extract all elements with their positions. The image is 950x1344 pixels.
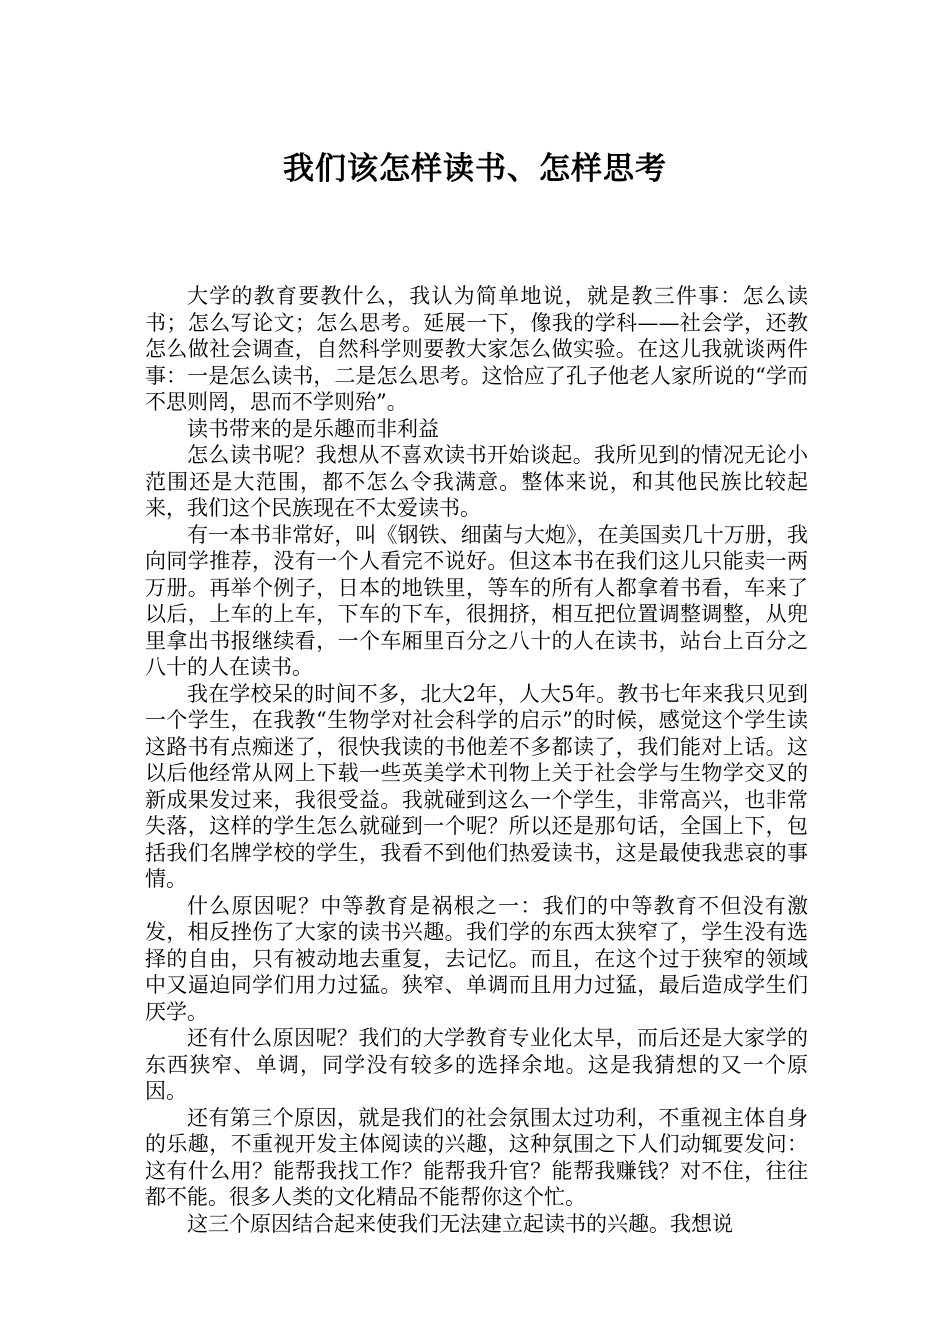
paragraph-5: 什么原因呢？中等教育是祸根之一：我们的中等教育不但没有激发，相反挫伤了大家的读书兴趣。我们学的东西太狭窄了，学生没有选择的自由，只有被动地去重复，去记忆。而且，在这个过于狭窄的领域中又逼迫同学们用力过猛。狭窄、单调而且用力过猛，最后造成学生们厌学。 bbox=[145, 893, 808, 1024]
section-heading: 读书带来的是乐趣而非利益 bbox=[187, 416, 439, 441]
paragraph-2: 怎么读书呢？我想从不喜欢读书开始谈起。我所见到的情况无论小范围还是大范围，都不怎么令我满意。整体来说，和其他民族比较起来，我们这个民族现在不太爱读书。 bbox=[145, 443, 808, 520]
document-body bbox=[145, 283, 808, 1237]
paragraph-8: 这三个原因结合起来使我们无法建立起读书的兴趣。我想说 bbox=[187, 1211, 733, 1236]
paragraph-1: 大学的教育要教什么，我认为简单地说，就是教三件事：怎么读书；怎么写论文；怎么思考。延展一下，像我的学科——社会学，还教怎么做社会调查，自然科学则要教大家怎么做实验。在这儿我就谈两件事：一是怎么读书，二是怎么思考。这恰应了孔子他老人家所说的“学而不思则罔，思而不学则殆”。 bbox=[145, 284, 808, 414]
paragraph-6: 还有什么原因呢？我们的大学教育专业化太早，而后还是大家学的东西狭窄、单调，同学没有较多的选择余地。这是我猜想的又一个原因。 bbox=[145, 1026, 808, 1103]
paragraph-4: 我在学校呆的时间不多，北大2年，人大5年。教书七年来我只见到一个学生，在我教“生物学对社会科学的启示”的时候，感觉这个学生读这路书有点痴迷了，很快我读的书他差不多都读了，我们能对上话。这以后他经常从网上下载一些英美学术刊物上关于社会学与生物学交叉的新成果发过来，我很受益。我就碰到这么一个学生，非常高兴，也非常失落，这样的学生怎么就碰到一个呢？所以还是那句话，全国上下，包括我们名牌学校的学生，我看不到他们热爱读书，这是最使我悲哀的事情。 bbox=[145, 681, 808, 891]
paragraph-7: 还有第三个原因，就是我们的社会氛围太过功利，不重视主体自身的乐趣，不重视开发主体阅读的兴趣，这种氛围之下人们动辄要发问：这有什么用？能帮我找工作？能帮我升官？能帮我赚钱？对不住，往往都不能。很多人类的文化精品不能帮你这个忙。 bbox=[145, 1105, 808, 1209]
document-title: 我们该怎样读书、怎样思考 bbox=[283, 150, 667, 187]
paragraph-3: 有一本书非常好，叫《钢铁、细菌与大炮》，在美国卖几十万册，我向同学推荐，没有一个人看完不说好。但这本书在我们这儿只能卖一两万册。再举个例子，日本的地铁里，等车的所有人都拿着书看，车来了以后，上车的上车，下车的下车，很拥挤，相互把位置调整调整，从兜里拿出书报继续看，一个车厢里百分之八十的人在读书，站台上百分之八十的人在读书。 bbox=[145, 522, 808, 679]
